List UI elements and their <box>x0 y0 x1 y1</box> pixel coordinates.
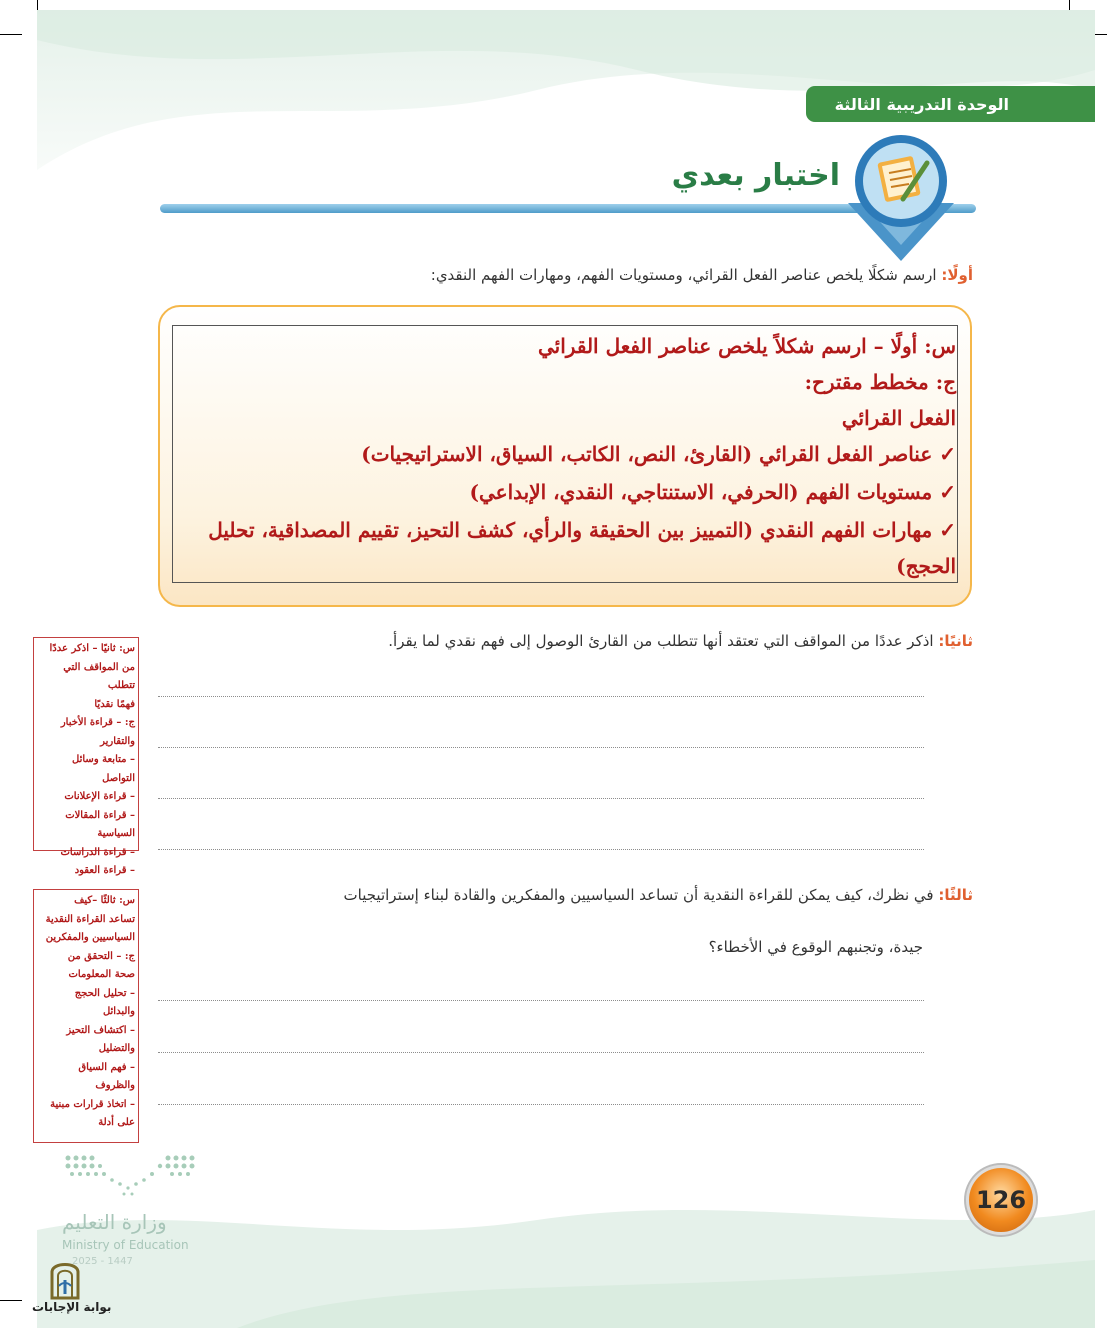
question-1-label: أولًا: <box>941 266 973 284</box>
side-answer-line: – اكتشاف التحيز <box>66 1024 135 1036</box>
side-answer-line: – قراءة العقود <box>74 865 135 876</box>
answer-dotted-line <box>158 798 924 799</box>
side-answer-line: والظروف <box>95 1080 135 1091</box>
answer-line: الحجج) <box>896 554 956 578</box>
notebook-pencil-icon <box>843 133 959 263</box>
page-title: اختبار بعدي <box>671 158 840 193</box>
side-answer-line: ج: – التحقق من <box>67 950 135 962</box>
question-2-label: ثانيًا: <box>938 632 973 650</box>
side-answer-line: السياسيين والمفكرين <box>45 932 135 943</box>
ministry-name-arabic: وزارة التعليم <box>62 1210 167 1234</box>
question-3-label: ثالثًا: <box>938 886 973 904</box>
question-3-text: في نظرك، كيف يمكن للقراءة النقدية أن تساعد السياسيين والمفكرين والقادة لبناء إستراتيجيات <box>343 886 939 904</box>
answer-dotted-line <box>158 1000 924 1001</box>
answer-box-1 <box>158 305 972 607</box>
ministry-logo-dots-icon <box>62 1150 202 1200</box>
side-answer-line: فهمًا نقديًا <box>94 698 135 710</box>
side-answer-line: صحة المعلومات <box>68 969 135 980</box>
crop-mark <box>0 1300 22 1301</box>
side-answer-line: ج: – قراءة الأخبار <box>60 717 135 728</box>
crop-mark <box>0 34 22 35</box>
answer-line: ✓ مهارات الفهم النقدي (التمييز بين الحقيقة والرأي، كشف التحيز، تقييم المصداقية، تحليل <box>208 518 956 542</box>
side-answer-line: تساعد القراءة النقدية <box>45 913 135 925</box>
side-answer-line: س: ثالثًا –كيف <box>74 895 135 906</box>
page-number: 126 <box>975 1186 1027 1214</box>
side-answer-line: – فهم السياق <box>78 1061 135 1073</box>
ministry-year: 2025 - 1447 <box>72 1256 133 1267</box>
question-1 <box>213 266 973 284</box>
side-answer-line: – قراءة الإعلانات <box>64 791 135 802</box>
side-answer-line: س: ثانيًا – اذكر عددًا <box>49 643 135 654</box>
question-1-text: ارسم شكلًا يلخص عناصر الفعل القرائي، ومستويات الفهم، ومهارات الفهم النقدي: <box>430 266 942 284</box>
side-answer-line: – قراءة المقالات <box>65 809 135 821</box>
side-answer-line: السياسية <box>97 828 135 839</box>
side-answer-line: – متابعة وسائل التواصل <box>72 754 135 784</box>
side-answer-line: – قراءة الدراسات <box>60 846 135 858</box>
answer-dotted-line <box>158 849 924 850</box>
answer-line: ج: مخطط مقترح: <box>804 370 956 394</box>
question-2-text: اذكر عددًا من المواقف التي تعتقد أنها تتطلب من القارئ الوصول إلى فهم نقدي لما يقرأ. <box>388 632 939 650</box>
side-answer-line: على أدلة <box>98 1117 135 1128</box>
answer-dotted-line <box>158 1104 924 1105</box>
question-2 <box>213 632 973 650</box>
answer-line: ✓ عناصر الفعل القرائي (القارئ، النص، الكاتب، السياق، الاستراتيجيات) <box>361 442 956 466</box>
answer-dotted-line <box>158 696 924 697</box>
question-3-continued: جيدة، وتجنبهم الوقوع في الأخطاء؟ <box>708 938 923 956</box>
question-3 <box>153 886 973 904</box>
side-answer-line: والبدائل <box>102 1006 135 1017</box>
answers-portal-label: بوابة الإجابات <box>32 1300 112 1314</box>
answer-dotted-line <box>158 1052 924 1053</box>
side-answer-2 <box>33 637 139 876</box>
side-answer-line: والتضليل <box>98 1043 135 1054</box>
side-answer-line: – تحليل الحجج <box>74 987 135 999</box>
side-answer-line: والتقارير <box>100 735 135 747</box>
side-answer-line: من المواقف التي تتطلب <box>63 661 135 691</box>
unit-badge <box>806 86 1095 122</box>
answer-line: ✓ مستويات الفهم (الحرفي، الاستنتاجي، النقدي، الإبداعي) <box>469 480 956 504</box>
side-answer-3 <box>33 889 139 1143</box>
answer-dotted-line <box>158 747 924 748</box>
answer-line: الفعل القرائي <box>841 406 956 430</box>
page-number-badge <box>969 1168 1033 1232</box>
unit-badge-label: الوحدة التدريبية الثالثة <box>834 94 1009 114</box>
answer-line: س: أولًا – ارسم شكلاً يلخص عناصر الفعل القرائي <box>538 334 956 358</box>
portal-book-icon <box>44 1256 86 1300</box>
ministry-name-english: Ministry of Education <box>62 1238 189 1252</box>
side-answer-line: – اتخاذ قرارات مبنية <box>50 1098 135 1110</box>
